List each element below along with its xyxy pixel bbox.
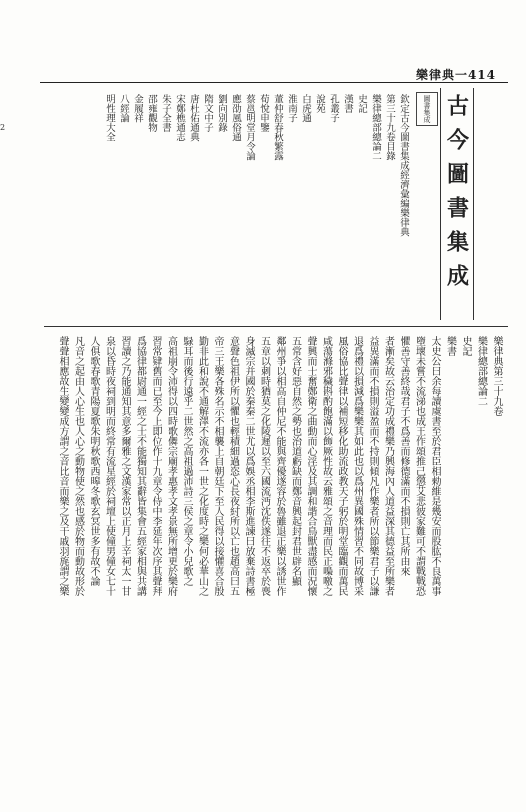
- text-column: 帝三王樂各殊名示不相襲上自朝廷下至人民得以接懽喜合殷: [212, 336, 223, 596]
- text-column: 益異滿而不損則溢盈而不持則傾凡作樂者所以節樂君子以謙: [367, 336, 378, 596]
- library-seal: [416, 92, 438, 126]
- contents-line: 說苑: [314, 94, 325, 113]
- seal-text: 圖書集成: [423, 95, 431, 123]
- text-column: 樂書: [444, 336, 456, 356]
- contents-line: 漢書: [342, 94, 353, 113]
- text-column: 騄耳而後行遠乎二世然之高祖過沛詩三侯之章令小兒歌之: [181, 336, 192, 586]
- contents-line: 白虎通: [300, 94, 311, 123]
- margin-mark: 2: [0, 123, 6, 132]
- text-column: 身滅宗并國於秦秦二世尤以爲娛丞相李斯進諫曰放棄詩書極: [243, 336, 254, 596]
- text-column: 樂律典第三十九卷: [491, 336, 502, 416]
- text-column: 勤非此和說不通解澤不流亦各一世之化度時之樂何必華山之: [196, 336, 208, 596]
- header-rule: [40, 82, 508, 83]
- section-divider: [44, 326, 508, 327]
- contents-line: 明性理大全: [104, 94, 115, 142]
- contents-line: 邵雍觀物: [146, 94, 157, 132]
- contents-line: 金履祥: [132, 94, 143, 123]
- contents-line: 唐杜佑通典: [188, 94, 199, 142]
- contents-line: 八經論: [118, 94, 129, 123]
- running-head: 樂律典一414: [415, 68, 496, 82]
- text-column: 人俱歌春歌青陽夏歌朱明秋歌西暤冬歌玄冥世多有故不論: [88, 336, 99, 586]
- text-column: 樂律總部總論二: [475, 336, 487, 406]
- contents-line: 宋鄭樵通志: [174, 94, 185, 142]
- contents-line: 欽定古今圖書集成經濟彙編樂律典: [398, 94, 409, 237]
- text-column: 史記: [460, 336, 471, 356]
- contents-line: 隋文中子: [202, 94, 213, 132]
- body-text: [55, 336, 505, 776]
- text-column: 五章以刺時猶莫之化陵遲以至六國流沔沈佚遂往不返卒於喪: [258, 336, 270, 596]
- contents-line: 劉向別錄: [216, 94, 227, 132]
- contents-line: 朱子全書: [160, 94, 171, 132]
- text-column: 聲興而士奮鄭衛之曲動而心淫及其調和諧合鳥獸盡感而況懷: [305, 336, 316, 596]
- text-column: 懼善守善終哉君子不爲善而修德滿而不損則亡其所由來: [398, 336, 409, 576]
- text-column: 爲協律都尉通一經之士不能獨知其辭皆集會五經家相與共講: [134, 336, 146, 596]
- text-column: 高祖崩令沛得以四時歌儛宗廟孝惠孝文孝景無所增更於樂府: [165, 336, 177, 596]
- table-of-contents-panel: [44, 88, 476, 320]
- text-column: 意聲色祖伊所以懼也輕積細過恣心長夜紂所以亡也趙高曰五: [227, 336, 239, 596]
- text-column: 者漸矣故云治定功成禮樂乃興海內人道益深其德益至所樂者: [382, 336, 394, 596]
- contents-line: 應劭風俗通: [230, 94, 241, 142]
- text-column: 聲聲相應故生變變成方謂之音比音而樂之及干戚羽旄謂之樂: [57, 336, 68, 596]
- contents-list: [102, 94, 410, 314]
- contents-line: 第三十九卷目錄: [384, 94, 395, 161]
- title-column: [440, 88, 474, 320]
- text-column: 風俗協比聲律以補短移化助流政教天子躬於明堂臨觀而萬民: [336, 336, 347, 596]
- text-column: 凡音之起由人心生也人心之動物使之然也感於物而動故形於: [72, 336, 84, 596]
- contents-line: 孔叢子: [328, 94, 339, 123]
- contents-line: 蔡邕明堂月令論: [244, 94, 255, 161]
- text-column: 太史公曰余每讀虞書至於君臣相勑維是幾安而股肱不良萬事: [429, 336, 440, 596]
- contents-line: 董仲舒春秋繁露: [272, 94, 283, 161]
- text-column: 習讀之乃能通知其意多爾雅之文漢家常以正月上辛祠太一甘: [119, 336, 130, 596]
- contents-line: 史記: [356, 94, 367, 113]
- collection-title: 古今圖書集成: [443, 94, 470, 298]
- text-column: 咸蕩滌邪穢斟酌飽滿以飾厥性故云雅頌之音理而民正嘄噭之: [320, 336, 332, 596]
- text-column: 習常肄舊而已至今上即位作十九章令侍中李延年次序其聲拜: [150, 336, 161, 596]
- text-column: 退爲禮以損減爲樂樂其如此也以爲州異國殊情習不同故博采: [351, 336, 363, 596]
- contents-line: 荀悅申鑒: [258, 94, 269, 132]
- text-column: 鄰州爭以相高自仲尼不能與齊優遂容於魯雖退正樂以誘世作: [274, 336, 285, 596]
- text-column: 五常含好惡自然之勢也治道虧缺而鄭音興起封君世辟名顯: [289, 336, 301, 586]
- text-column: 泉以昏時夜祠到明而終常有流星經於祠壇上使僮男僮女七十: [103, 336, 115, 596]
- contents-line: 淮南子: [286, 94, 297, 123]
- contents-line: 樂律總部總論二: [370, 94, 381, 161]
- text-column: 墮壞未嘗不流涕也成王作頌推己懲艾悲彼家難可不謂戰戰恐: [413, 336, 425, 596]
